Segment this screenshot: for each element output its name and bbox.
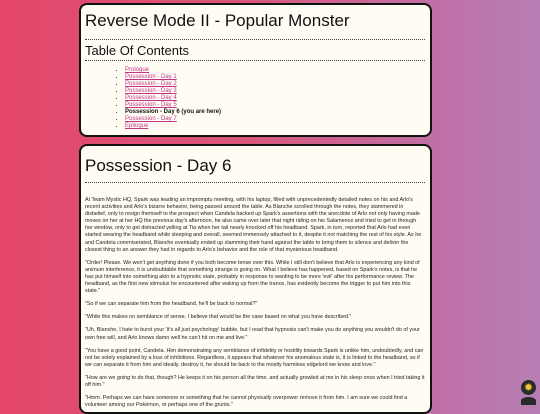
chapter-paragraph: "Hmm. Perhaps we can have someone or something that he cannot physically overpower remove it from him. I am sure we could find a volunteer among our Pokémon, or perhaps one of the grunts.": [85, 395, 408, 409]
toc-link[interactable]: Possession - Day 7: [125, 116, 177, 122]
toc-link[interactable]: Epilogue: [125, 123, 149, 129]
chapter-paragraph: "How are we going to do that, though? He keeps it on his person all the time, and actually growled at me in his sleep once when I tried taking it off him.": [85, 374, 425, 388]
chapter-paragraph: "So if we can separate him from the headband, he'll be back to normal?": [85, 301, 258, 308]
toc-item: [125, 123, 425, 130]
toc-link[interactable]: Possession - Day 4: [125, 95, 177, 101]
chapter-body: [85, 197, 425, 409]
chapter-paragraph: "You have a good point, Candela. Him demonstrating any semblance of infidelity or hostility towards Spark is unlike him, undoubtedly, and can not be solely explained by a loss of inhibitions. Regardless, it appears that whatever his anomalous state is, it is linked to the headband, so if we can separate it from him and ideally, destroy it, he should be back to the mostly harmless edgelord we know and love.": [85, 347, 424, 368]
chapter-paragraph: "Order! Please. We won't get anything done if you both become tense over this. While I still don't believe that Arlo is experiencing any kind of animum interference, it is undoubtable that something strange is going on. What I believe has happened, based on Spark's notes, is that he has put himself into something akin to a hypnotic state, probably in response to wanting to be more 'evil' after his performance review. The headband, as the first new stimulus he encountered after waking up from the trance, has evidently become the trigger to put him into this state.": [85, 259, 420, 295]
bug-icon-glyph: ✹: [523, 381, 534, 394]
toc-link[interactable]: Prologue: [125, 67, 150, 73]
toc-item: [125, 81, 425, 88]
toc-link[interactable]: Possession - Day 2: [125, 81, 177, 87]
chapter-paragraph: "Uh, Blanche, I hate to burst your 'it's all just psychology' bubble, but I read that hypnosis can't make you do anything you wouldn't do of your own free will, and Arlo knows damn well he can't hit on me and live.": [85, 327, 420, 341]
toc-heading: Table Of Contents: [85, 39, 425, 58]
toc-item: [125, 109, 425, 116]
bug-icon-base: [521, 397, 536, 405]
toc-list: [85, 67, 425, 130]
toc-item: [125, 116, 425, 123]
chapter-paragraph: At Team Mystic HQ, Spark was leading an impromptu meeting, with his laptop, filled with unprecedentedly detailed notes on his and Arlo's recent activities and Arlo's bizarre behavior, being passed around the table. As Blanche scrolled through the notes, they stammered in disbelief, only to resign themself to the prospect when Candela backed up Spark's assertions with the anecdote of Arlo not only having made moves on her at her HQ the previous day's afternoon, he also came over later that night riding on his Salamence and tried to get in through her window, only to get distracted yelling at Tia when her tail nearly knocked off his headband. Spark, in turn, reported that Arlo had even started wearing the headband while sleeping and overall, seemed immensely attached to it, despite it not matching the rest of his style. As he and Candela commiserated, Blanche eventually ended up slamming their hand against the table to bring them to silence and deliver the closest thing to an answer they had in regards to Arlo's behavior and the role of that mysterious headband.: [85, 197, 422, 253]
toc-divider: [85, 60, 425, 61]
toc-item: [125, 74, 425, 81]
toc-item-current: Possession - Day 6 (you are here): [125, 109, 222, 115]
toc-item: [125, 67, 425, 74]
toc-link[interactable]: Possession - Day 3: [125, 88, 177, 94]
table-of-contents-card: [79, 3, 432, 137]
chapter-paragraph: "While this makes no semblance of sense, I believe that would be the case based on what you have described.": [85, 314, 352, 321]
toc-link[interactable]: Possession - Day 1: [125, 74, 177, 80]
bug-icon[interactable]: [521, 380, 536, 395]
toc-item: [125, 102, 425, 109]
chapter-title[interactable]: Possession - Day 6: [85, 156, 425, 183]
toc-item: [125, 95, 425, 102]
story-title: Reverse Mode II - Popular Monster: [85, 11, 350, 30]
chapter-card: [79, 144, 432, 414]
toc-item: [125, 88, 425, 95]
toc-link[interactable]: Possession - Day 5: [125, 102, 177, 108]
